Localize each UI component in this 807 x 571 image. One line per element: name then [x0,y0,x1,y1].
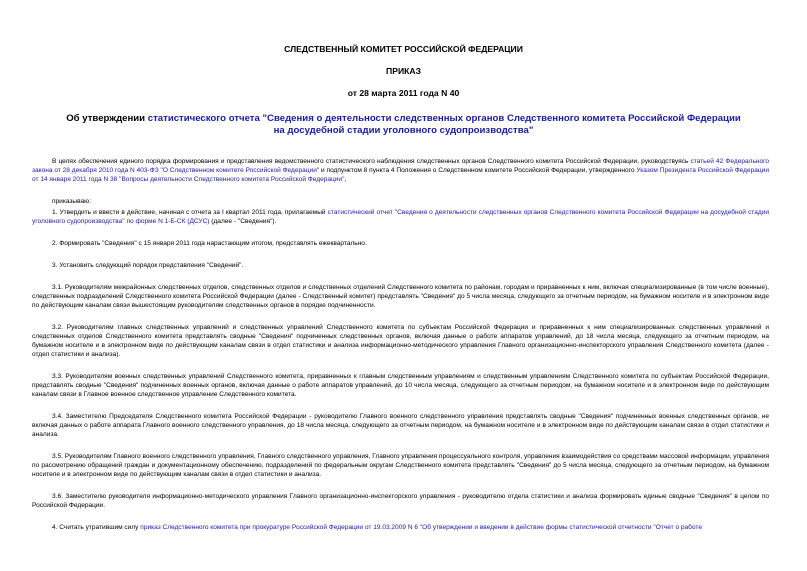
paragraph-3-2: 3.2. Руководителям главных следственных управлений и следственных управлений Следственного комитета по субъектам Российской Федерации и приравненных к ним специализированных следственных управлений и следственных отделов Следственного комитета представлять сводные "Сведения" подчиненных следственных органов, включая данные о работе аппаратов управлений, до 18 числа месяца, следующего за отчетным периодом, на бумажном носителе и в электронном виде по действующим каналам связи в отдел статистики и анализа информационно-методического управления Главного организационно-инспекторского управления Следственного комитета (далее - отдел статистики и анализа). [32,324,769,358]
law-article-link[interactable]: статьей 42 Федерального закона от 28 декабря 2010 года N 403-ФЗ "О Следственном комитете Российской Федерации" [32,158,769,174]
document-title [60,113,747,137]
preamble-text-3: , [344,176,347,183]
paragraph-3-3: 3.3. Руководителям военных следственных управлений Следственного комитета, приравненных к главным следственным управлениям и следственным управлениям Следственного комитета по субъектам Российской Федерации, представлять сводные "Сведения" подчиненных военных органов, включая данные о работе аппаратов управлений, до 10 числа месяца, следующего за отчетным периодом, на бумажном носителе и в электронном виде по действующим каналам связи в Главное военное следственное управление Следственного комитета. [32,373,769,398]
paragraph-3-6: 3.6. Заместителю руководителя информационно-методического управления Главного организационно-инспекторского управления - руководителю отдела статистики и анализа формировать единые сводные "Сведения" в целом по Российской Федерации. [32,493,769,509]
paragraph-2: 2. Формировать "Сведения" с 15 января 2011 года нарастающим итогом, представлять ежеквартально. [52,240,367,247]
organization-name: СЛЕДСТВЕННЫЙ КОМИТЕТ РОССИЙСКОЙ ФЕДЕРАЦИИ [284,44,523,54]
paragraph-3-1: 3.1. Руководителям межрайонных следственных отделов, следственных отделов и следственных отделений Следственного комитета по районам, городам и приравненных к ним, включая специализированные (в том числе военные), следственных подразделений Следственного комитета Российской Федерации (далее - Следственный комитет) представлять "Сведения" до 5 числа месяца, следующего за отчетным периодом, на бумажном носителе и в электронном виде по действующим каналам связи вышестоящим руководителям следственных органов в порядке подчиненности. [32,284,769,309]
paragraph-3-5: 3.5. Руководителям Главного военного следственного управления, Главного следственного управления, Главного управления процессуального контроля, управления взаимодействия со средствами массовой информации, управления по рассмотрению обращений граждан и документационному обеспечению, подразделений по федеральным округам Следственного комитета представлять "Сведения" до 5 числа месяца, следующего за отчетным периодом, на бумажном носителе и в электронном виде по действующим каналам связи в отдел статистики и анализа. [32,453,769,478]
document-body [32,157,769,532]
title-prefix: Об утверждении [66,113,148,124]
title-link[interactable]: статистического отчета "Сведения о деятельности следственных органов Следственного комитета Российской Федерации на досудебной стадии уголовного судопроизводства" [147,113,741,136]
paragraph-1-text-1: 1. Утвердить и ввести в действие, начиная с отчета за I квартал 2011 года, прилагаемый [52,209,328,216]
statistical-report-link[interactable]: статистический отчет "Сведения о деятельности следственных органов Следственного комитета Российской Федерации на досудебной стадии уголовного судопроизводства" по форме N 1-Б-СК (ДСУС) [32,209,769,225]
preamble-text-2: и подпунктом 8 пункта 4 Положения о Следственном комитете Российской Федерации, утвержденного [319,167,637,174]
paragraph-1 [32,208,769,226]
order-word: приказываю: [52,198,91,205]
paragraph-4-text-1: 4. Считать утратившим силу [52,524,141,531]
paragraph-3-4: 3.4. Заместителю Председателя Следственного комитета Российской Федерации - руководителю Главного военного следственного управления представлять сводные "Сведения" подчиненных военных следственных органов, не включая данных о работе аппарата Главного военного следственного управления, до 18 числа месяца, следующего за отчетным периодом, на бумажном носителе и в электронном виде по действующим каналам связи в отдел статистики и анализа. [32,413,769,438]
preamble-paragraph [32,157,769,184]
paragraph-1-text-2: (далее - "Сведения"). [209,218,277,225]
paragraph-4 [32,523,769,532]
presidential-decree-link[interactable]: Указом Президента Российской Федерации от 14 января 2011 года N 38 "Вопросы деятельности Следственного комитета Российской Федерации" [32,167,769,183]
repealed-order-link[interactable]: приказ Следственного комитета при прокуратуре Российской Федерации от 19.03.2009 N 6 "Об утверждении и введении в действие формы статистической отчетности "Отчет о работе [140,524,702,531]
paragraph-3: 3. Установить следующий порядок представления "Сведений". [52,262,244,269]
preamble-text-1: В целях обеспечения единого порядка формирования и представления ведомственного статистического наблюдения следственных органов Следственного комитета Российской Федерации, руководствуясь [52,158,691,165]
document-date-number: от 28 марта 2011 года N 40 [347,88,460,98]
document-type: ПРИКАЗ [386,66,421,76]
